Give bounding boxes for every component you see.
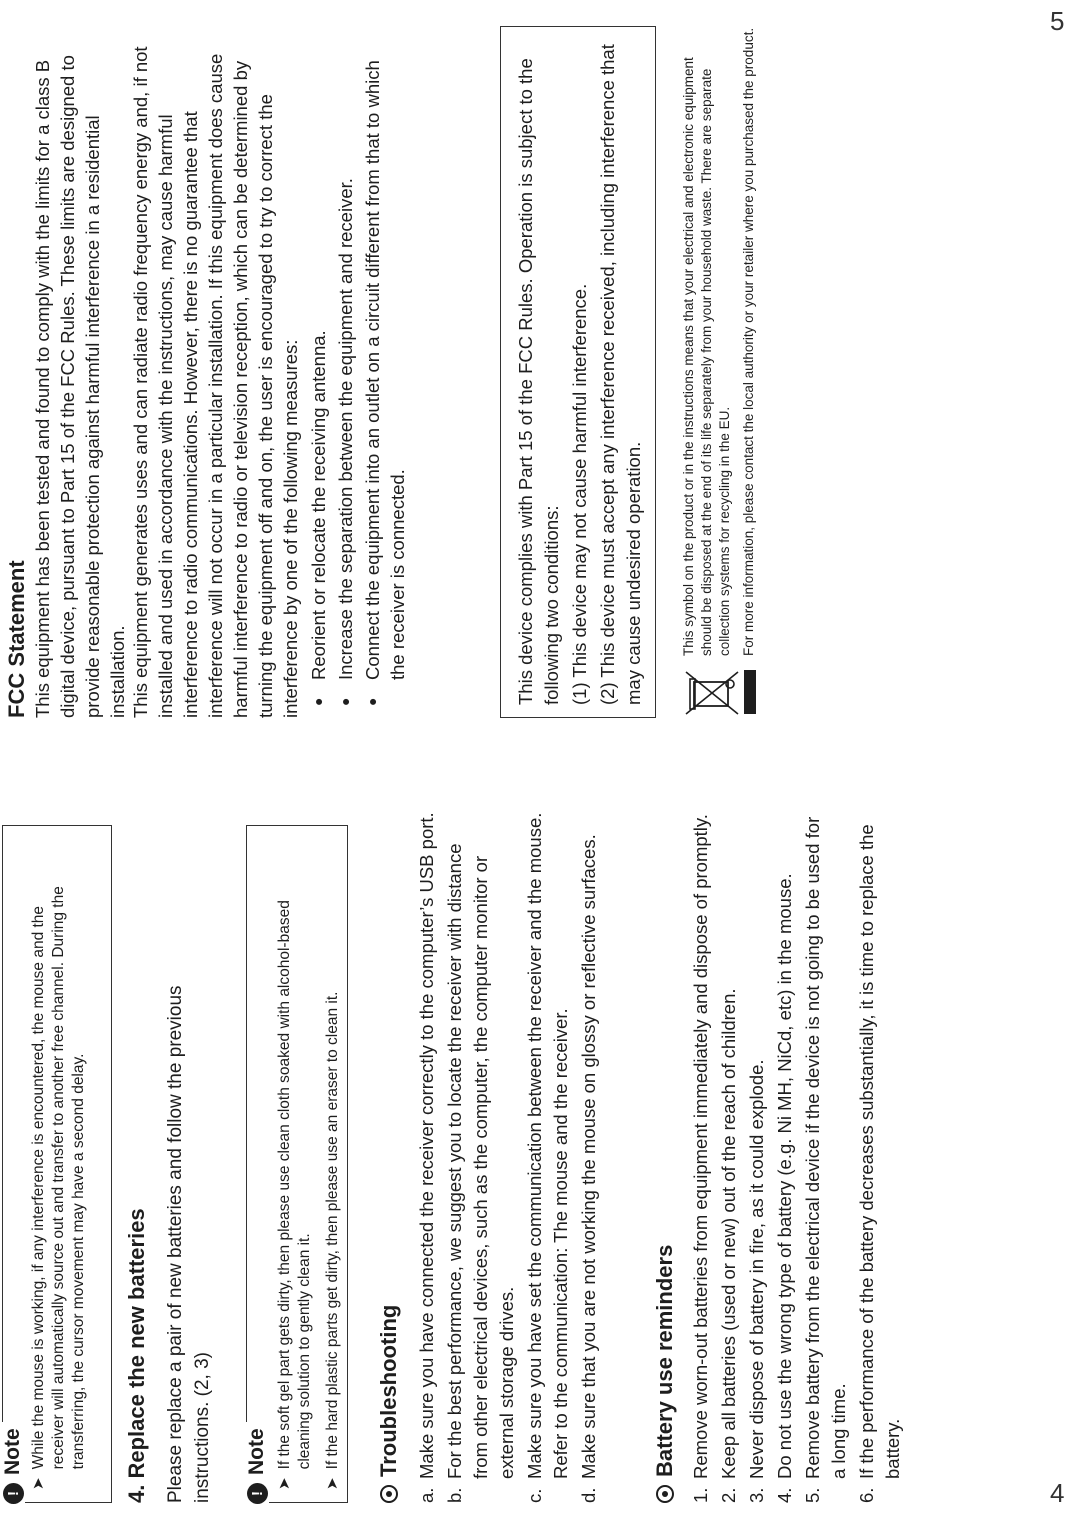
list-item-text: Make sure you have connected the receiver correctly to the computer’s USB port. [416,812,437,1479]
weee-text-2: For more information, please contact the local authority or your retailer where you purchased the product. [741,27,756,656]
dot-bullet-icon: ● [337,697,353,706]
list-item [716,803,742,1503]
arrow-bullet-icon: ➤ [30,1477,47,1490]
weee-text [680,26,765,656]
note-bullet [29,850,89,1490]
list-marker: c. [524,1488,545,1503]
note-bullet-text: If the soft gel part gets dirty, then please use clean cloth soaked with alcohol-based cleaning solution to gently clean it. [276,900,313,1470]
list-item-text: Remove battery from the electrical device if the device is not going to be used for a long time. [802,816,849,1479]
list-item-text: Never dispose of battery in fire, as it could explode. [746,1059,767,1479]
list-item [522,803,574,1503]
list-marker: b. [444,1487,465,1503]
battery-reminders-list [688,803,908,1503]
note-heading [245,1422,269,1506]
list-item [800,803,852,1503]
list-marker: d. [578,1487,599,1503]
note-bullet [275,850,315,1490]
fcc-box-intro: This device complies with Part 15 of the FCC Rules. Operation is subject to the following two conditions: [515,58,562,705]
list-item [854,803,906,1503]
list-item [576,803,602,1503]
section-heading-troubleshooting [376,1305,402,1503]
fcc-box-condition-2: (2) This device must accept any interference received, including interference that may cause undesired operation. [597,44,644,705]
note-title: Note [1,1428,24,1475]
crossed-out-wheelie-bin-icon [680,666,765,718]
weee-text-1: This symbol on the product or in the instructions means that your electrical and electronic equipment should be disposed at the end of its life separately from your household waste. There are separate collection systems for recycling in the EU. [681,57,732,656]
list-item-text: Do not use the wrong type of battery (e.g. Ni MH, NiCd, etc) in the mouse. [774,873,795,1479]
note-bullet [323,850,343,1490]
list-marker: 3. [746,1487,767,1503]
list-item-text: Reorient or relocate the receiving antenna. [308,330,329,680]
troubleshooting-title: Troubleshooting [376,1304,401,1477]
exclamation-icon: ! [3,1483,24,1504]
section-heading-replace-batteries: 4. Replace the new batteries [124,1208,149,1503]
list-item-text: Make sure that you are not working the mouse on glossy or reflective surfaces. [578,834,599,1479]
list-marker: 4. [774,1487,795,1503]
target-bullet-icon [656,1485,674,1503]
list-marker: 6. [856,1487,877,1503]
section-heading-fcc: FCC Statement [4,560,29,718]
dot-bullet-icon: ● [364,697,380,706]
list-item-text: Connect the equipment into an outlet on a circuit different from that to which the receiver is connected. [362,60,408,680]
fcc-compliance-box [500,26,656,718]
list-item [306,36,331,706]
fcc-box-condition-1: (1) This device may not cause harmful interference. [569,283,590,705]
list-item-text: Make sure you have set the communication between the receiver and the mouse. Refer to the communication: The mouse and the receiver. [524,812,571,1479]
note-heading [1,1422,25,1506]
section-heading-battery-reminders [652,1245,678,1503]
list-item [688,803,714,1503]
list-item [360,36,410,706]
page-number-left: 4 [1050,1478,1065,1508]
fcc-paragraph-2: This equipment generates uses and can radiate radio frequency energy and, if not installed and used in accordance with the instructions, may cause harmful interference to radio communications. However, there is no guarantee that interference will not occur in a particular installation. If this equipment does cause harmful interference to radio or television reception, which can be determined by turning the equipment off and on, the user is encouraged to try to correct the interference by one of the following measures: [130,46,301,718]
exclamation-icon: ! [247,1483,268,1504]
target-bullet-icon [380,1485,398,1503]
list-item-text: For the best performance, we suggest you to locate the receiver with distance from other electrical devices, such as the computer, the computer monitor or external storage drives. [444,843,517,1479]
troubleshooting-list [414,803,604,1503]
list-item-text: If the performance of the battery decreases substantially, it is time to replace the battery. [856,824,903,1479]
list-item-text: Remove worn-out batteries from equipment immediately and dispose of promptly. [690,814,711,1479]
list-marker: 5. [802,1487,823,1503]
list-item [744,803,770,1503]
list-item [442,803,520,1503]
weee-notice [680,18,765,718]
note-title: Note [245,1428,268,1475]
note-box-interference [2,825,112,1503]
list-item-text: Increase the separation between the equipment and receiver. [335,178,356,680]
note-bullet-text: While the mouse is working, if any interference is encountered, the mouse and the receiver will automatically source out and transfer to another free channel. During the transferring, the cursor movement may have a second delay. [30,886,87,1470]
note-box-cleaning [246,825,348,1503]
arrow-bullet-icon: ➤ [324,1477,341,1490]
fcc-paragraph-1: This equipment has been tested and found to comply with the limits for a class B digital device, pursuant to Part 15 of the FCC Rules. These limits are designed to provide reasonable protection against harmful interference in a residential installation. [32,55,128,718]
page-number-right: 5 [1050,6,1065,36]
list-item [414,803,440,1503]
battery-reminders-title: Battery use reminders [652,1244,677,1477]
replace-batteries-text: Please replace a pair of new batteries and follow the previous instructions. (2, 3) [165,985,213,1503]
list-marker: a. [416,1487,437,1503]
list-item [772,803,798,1503]
list-marker: 1. [690,1487,711,1503]
list-item [333,36,358,706]
fcc-measures-list [306,36,412,706]
dot-bullet-icon: ● [310,697,326,706]
list-item-text: Keep all batteries (used or new) out of the reach of children. [718,988,739,1479]
arrow-bullet-icon: ➤ [276,1477,293,1490]
note-bullet-text: If the hard plastic parts get dirty, then please use an eraser to clean it. [324,991,341,1470]
list-marker: 2. [718,1487,739,1503]
